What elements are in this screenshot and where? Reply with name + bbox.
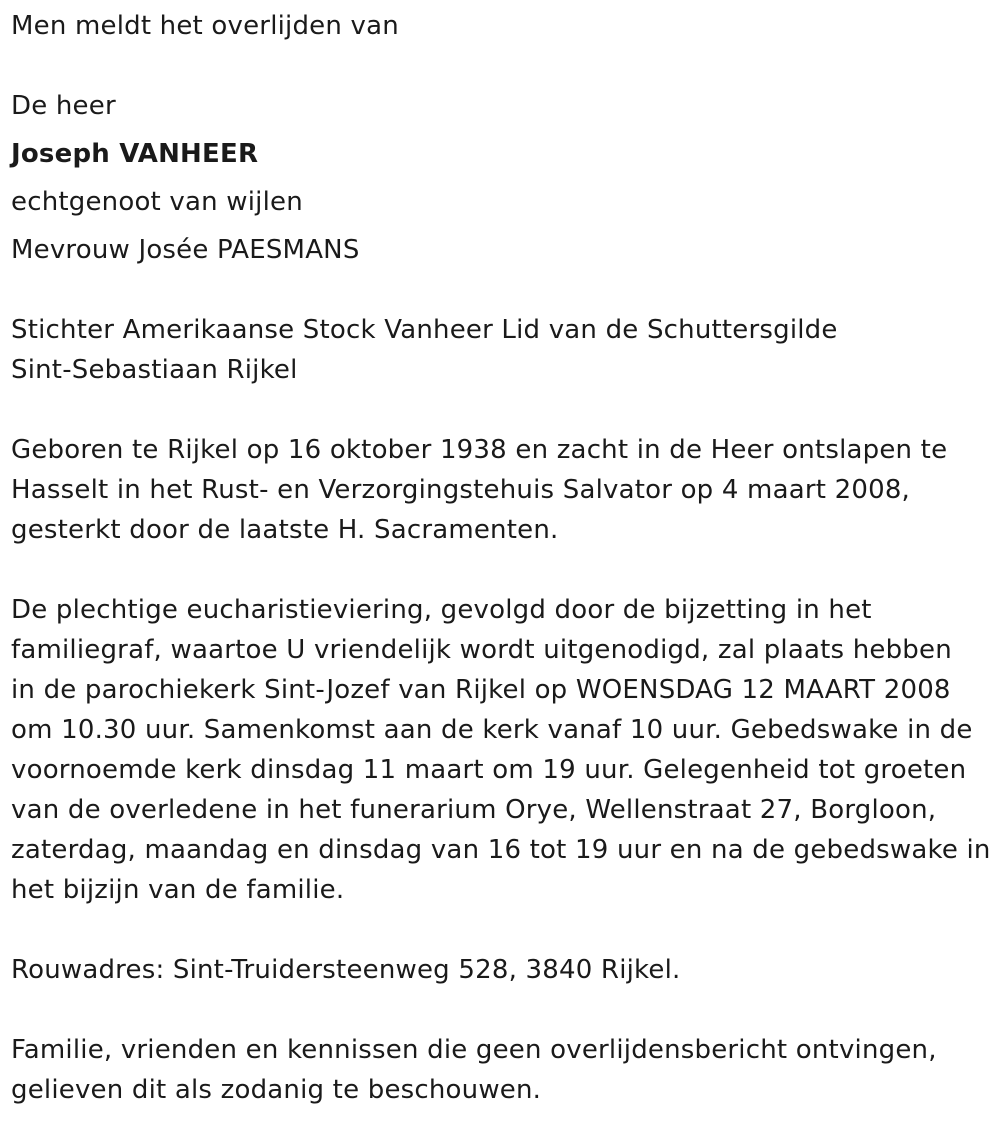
relation-text: echtgenoot van wijlen <box>11 187 303 217</box>
closing-line: gelieven dit als zodanig te beschouwen. <box>11 1075 542 1105</box>
ceremony-line: De plechtige eucharistieviering, gevolgd door de bijzetting in het <box>11 595 872 625</box>
spouse-name: Mevrouw Josée PAESMANS <box>11 235 360 265</box>
roles-line: Stichter Amerikaanse Stock Vanheer Lid van de Schuttersgilde <box>11 315 838 345</box>
title-text: De heer <box>11 91 116 121</box>
ceremony-line: om 10.30 uur. Samenkomst aan de kerk vanaf 10 uur. Gebedswake in de <box>11 715 973 745</box>
ceremony-line: het bijzijn van de familie. <box>11 875 345 905</box>
deceased-name: Joseph VANHEER <box>11 139 259 169</box>
mourning-address: Rouwadres: Sint-Truidersteenweg 528, 3840 Rijkel. <box>11 955 681 985</box>
intro-text: Men meldt het overlijden van <box>11 11 399 41</box>
ceremony-line: in de parochiekerk Sint-Jozef van Rijkel op WOENSDAG 12 MAART 2008 <box>11 675 951 705</box>
roles-line: Sint-Sebastiaan Rijkel <box>11 355 298 385</box>
ceremony-line: familiegraf, waartoe U vriendelijk wordt uitgenodigd, zal plaats hebben <box>11 635 952 665</box>
birth-death-line: gesterkt door de laatste H. Sacramenten. <box>11 515 559 545</box>
birth-death-line: Geboren te Rijkel op 16 oktober 1938 en zacht in de Heer ontslapen te <box>11 435 948 465</box>
ceremony-line: van de overledene in het funerarium Orye, Wellenstraat 27, Borgloon, <box>11 795 937 825</box>
ceremony-line: zaterdag, maandag en dinsdag van 16 tot 19 uur en na de gebedswake in <box>11 835 991 865</box>
ceremony-line: voornoemde kerk dinsdag 11 maart om 19 uur. Gelegenheid tot groeten <box>11 755 967 785</box>
closing-line: Familie, vrienden en kennissen die geen overlijdensbericht ontvingen, <box>11 1035 937 1065</box>
birth-death-line: Hasselt in het Rust- en Verzorgingstehuis Salvator op 4 maart 2008, <box>11 475 911 505</box>
